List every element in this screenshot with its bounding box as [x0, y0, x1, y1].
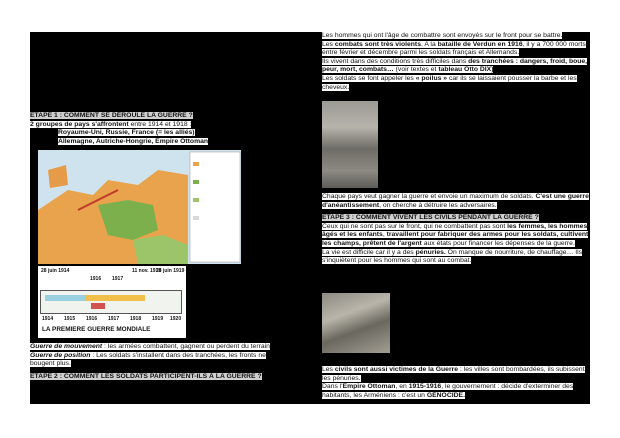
- text-run: Les: [322, 40, 335, 48]
- text-run: des tranchées : dangers, froid, boue, peur, mort, combats…: [322, 57, 588, 74]
- text-run: Les soldats se font appeler les: [322, 74, 416, 82]
- verdun-marker: [91, 303, 105, 309]
- text-run: La vie est difficile car il y a des: [322, 248, 416, 256]
- position-text: : Les soldats s'installent dans des tranchées, les fronts ne bougent plus.: [30, 351, 266, 368]
- timeline-bar: [40, 290, 182, 314]
- text-run: C'est une guerre d'anéantissement: [322, 193, 589, 209]
- step2-heading: ETAPE 2 : COMMENT LES SOLDATS PARTICIPENT-ILS À LA GUERRE ?: [30, 372, 262, 380]
- trench-photo: [322, 101, 378, 188]
- right-column-middle: [322, 193, 590, 266]
- text-run: car ils se laissaient pousser la barbe et les cheveux.: [322, 74, 577, 91]
- step3-heading: ETAPE 3 : COMMENT VIVENT LES CIVILS PENDANT LA GUERRE ?: [322, 214, 539, 222]
- movement-war-segment: [45, 295, 85, 301]
- text-run: les femmes, les hommes âgés et les enfants: [322, 222, 588, 239]
- right-column-bottom: [322, 366, 590, 400]
- timeline-figure: [38, 266, 186, 338]
- timeline-top-year: 11 nov. 1918: [132, 268, 162, 274]
- timeline-bottom-year: 1915: [64, 316, 76, 322]
- timeline-bottom-year: 1914: [42, 316, 54, 322]
- text-run: 1915-1916: [408, 383, 442, 391]
- timeline-bottom-year: 1918: [130, 316, 142, 322]
- text-run: travaillent pour fabriquer des armes pour les soldats, cultivent les champs, prêtent de l'argent: [322, 231, 589, 247]
- text-run: , il y a 700 000 morts entre février et décembre parmi les soldats français et Allemands.: [322, 40, 586, 57]
- left-column: [30, 112, 292, 146]
- step1-heading: ETAPE 1 : COMMENT SE DÉROULE LA GUERRE ?: [30, 112, 193, 119]
- timeline-bottom-year: 1917: [108, 316, 120, 322]
- mouvement-term: Guerre de mouvement: [30, 343, 103, 350]
- timeline-bottom-year: 1920: [170, 316, 182, 322]
- left-column-bottom: [30, 343, 292, 381]
- text-run: : les villes sont bombardées, ils subissent les pénuries.: [322, 366, 585, 382]
- text-run: , le gouvernement : décide d'exterminer des habitants, les Arméniens : c'est un: [322, 383, 574, 399]
- text-run: combats sont très violents: [334, 40, 421, 48]
- text-run: « poilus »: [415, 74, 448, 82]
- position-term: Guerre de position: [30, 351, 91, 359]
- factory-women-photo: [322, 293, 390, 353]
- text-run: Ceux qui ne sont pas sur le front, qui ne combattent pas sont: [322, 222, 508, 230]
- groups-rest: entre 1914 et 1918 :: [128, 120, 192, 128]
- text-run: Dans l': [322, 383, 343, 391]
- groups-bold: 2 groupes de pays s'affrontent: [30, 120, 129, 128]
- text-run: (voir textes et: [393, 66, 439, 74]
- text-run: Ils vivent dans des conditions très difficiles dans: [322, 57, 469, 65]
- timeline-top-year: 1917: [112, 276, 124, 282]
- text-run: , en: [395, 383, 409, 391]
- timeline-title: LA PREMIERE GUERRE MONDIALE: [42, 326, 151, 333]
- text-run: GÉNOCIDE.: [426, 391, 465, 399]
- text-run: civils sont aussi victimes de la Guerre: [334, 366, 459, 373]
- timeline-top-year: 28 juin 1919: [156, 268, 185, 274]
- timeline-bottom-year: 1916: [86, 316, 98, 322]
- text-run: ,: [382, 231, 387, 239]
- text-run: On manque de nourriture, de chauffage… Ils s'inquiètent pour les hommes qui sont au combat.: [322, 248, 583, 265]
- timeline-top-year: 28 juin 1914: [41, 268, 70, 274]
- text-run: . A la: [420, 40, 438, 48]
- text-run: tableau Otto DIX): [438, 66, 494, 74]
- text-run: Chaque pays veut gagner la guerre et envoie un maximum de soldats.: [322, 193, 536, 200]
- allies-line: Royaume-Uni, Russie, France (= les alliés): [58, 129, 195, 137]
- text-run: Empire Ottoman: [342, 383, 396, 391]
- paragraph-front: Les hommes qui ont l'âge de combattre sont envoyés sur le front pour se battre.: [322, 32, 563, 39]
- position-war-segment: [85, 295, 145, 301]
- map-legend: [190, 152, 240, 262]
- central-powers-line: Allemagne, Autriche-Hongrie, Empire Ottoman: [58, 137, 209, 145]
- right-column-top: [322, 32, 590, 92]
- europe-war-map: [38, 150, 241, 264]
- text-run: , on cherche à détruire les adversaires.: [379, 201, 497, 209]
- text-run: aux états pour financer les dépenses de la guerre.: [421, 239, 575, 247]
- text-run: bataille de Verdun en 1916: [437, 40, 523, 48]
- timeline-bottom-year: 1919: [152, 316, 164, 322]
- text-run: Les: [322, 366, 335, 373]
- mouvement-text: : les armées combattent, gagnent ou perdent du terrain: [102, 343, 270, 350]
- text-run: pénuries.: [415, 248, 446, 256]
- timeline-top-year: 1916: [90, 276, 102, 282]
